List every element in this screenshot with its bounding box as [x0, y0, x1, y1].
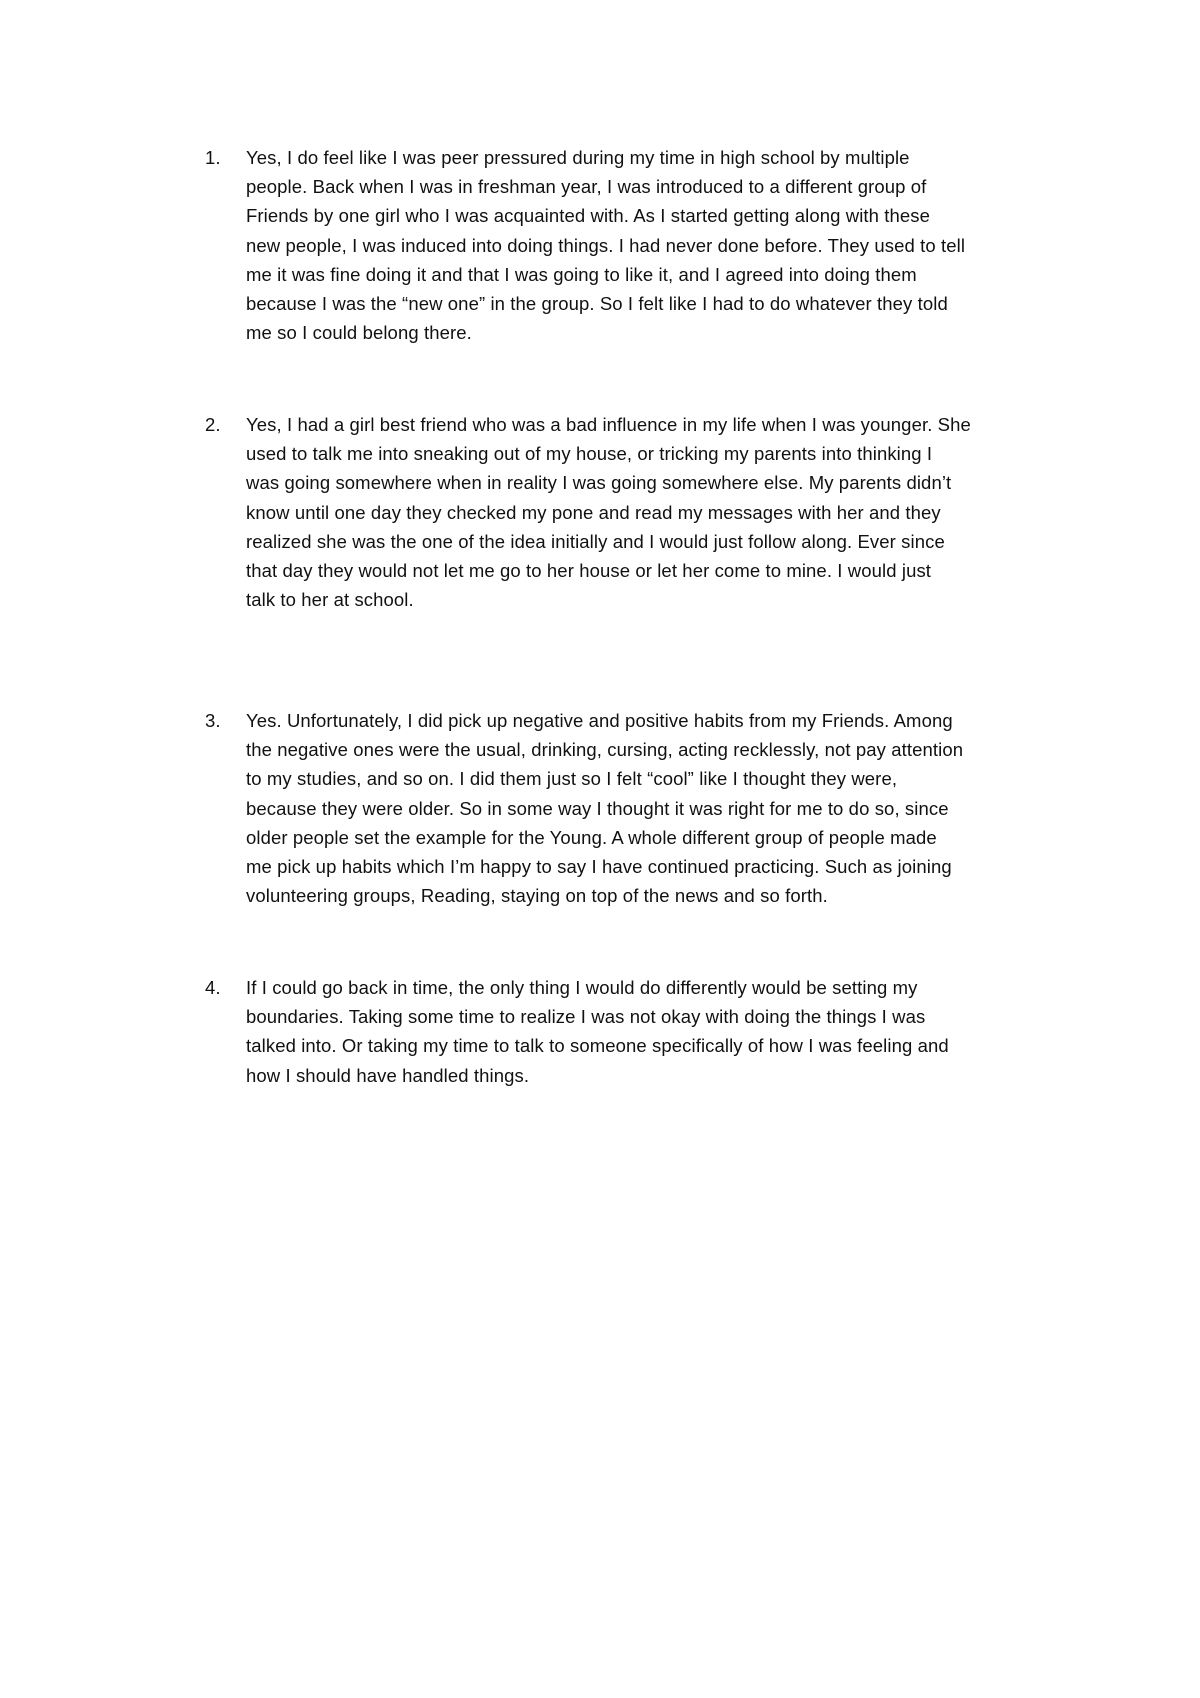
answer-number: 1.	[205, 147, 221, 168]
answer-item-4	[205, 973, 1035, 1090]
answer-item-3	[205, 706, 1035, 910]
answer-text: Yes, I do feel like I was peer pressured during my time in high school by multiple people. Back when I was in freshman year, I was introduced to a different group of Friends by one girl who I was acquainted with. As I started getting along with these new people, I was induced into doing things. I had never done before. They used to tell me it was fine doing it and that I was going to like it, and I agreed into doing them because I was the “new one” in the group. So I felt like I had to do whatever they told me so I could belong there.	[246, 147, 966, 344]
answer-text: If I could go back in time, the only thing I would do differently would be setting my boundaries. Taking some time to realize I was not okay with doing the things I was talked into. Or taking my time to talk to someone specifically of how I was feeling and how I should have handled things.	[246, 977, 949, 1086]
answer-item-2	[205, 410, 1035, 614]
answer-text: Yes. Unfortunately, I did pick up negative and positive habits from my Friends. Among the negative ones were the usual, drinking, cursing, acting recklessly, not pay attention to my studies, and so on. I did them just so I felt “cool” like I thought they were, because they were older. So in some way I thought it was right for me to do so, since older people set the example for the Young. A whole different group of people made me pick up habits which I’m happy to say I have continued practicing. Such as joining volunteering groups, Reading, staying on top of the news and so forth.	[246, 710, 964, 907]
answer-number: 3.	[205, 710, 221, 731]
answer-number: 2.	[205, 414, 221, 435]
answer-number: 4.	[205, 977, 221, 998]
answer-text: Yes, I had a girl best friend who was a bad influence in my life when I was younger. She used to talk me into sneaking out of my house, or tricking my parents into thinking I was going somewhere when in reality I was going somewhere else. My parents didn’t know until one day they checked my pone and read my messages with her and they realized she was the one of the idea initially and I would just follow along. Ever since that day they would not let me go to her house or let her come to mine. I would just talk to her at school.	[246, 414, 971, 611]
answer-item-1	[205, 143, 1035, 347]
